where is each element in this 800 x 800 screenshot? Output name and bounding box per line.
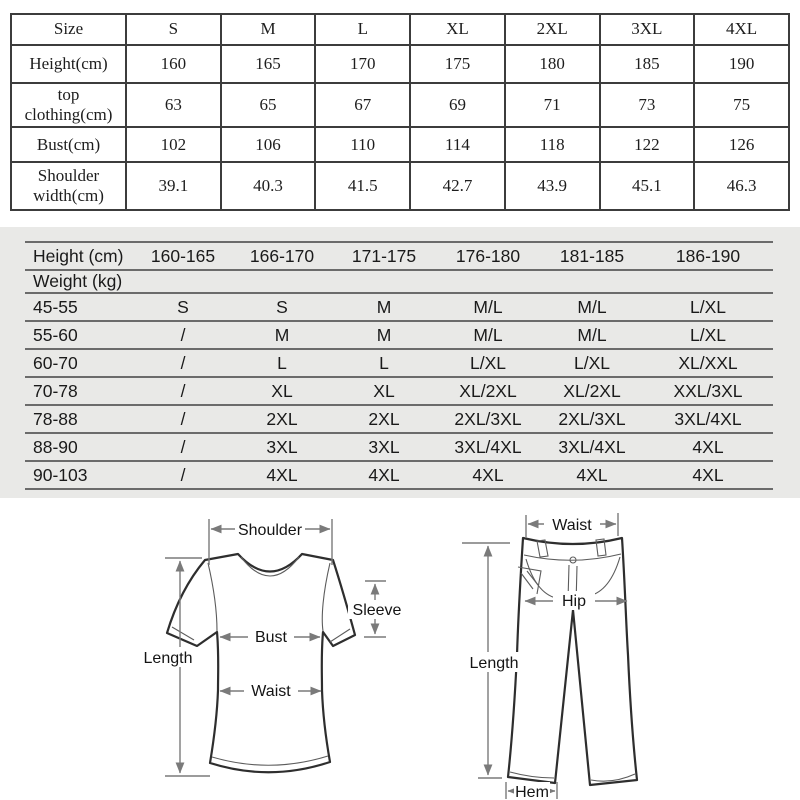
weight-range: 45-55 xyxy=(25,293,135,321)
cell: 2XL/3XL xyxy=(435,405,541,433)
cell: 3XL/4XL xyxy=(435,433,541,461)
hem-label: Hem xyxy=(515,784,549,800)
cell xyxy=(643,270,773,293)
cell: 122 xyxy=(600,127,695,162)
sleeve-label: Sleeve xyxy=(352,602,402,619)
height-weight-fit-table xyxy=(25,241,773,490)
top-clothing-row xyxy=(11,83,789,127)
weight-range: 70-78 xyxy=(25,377,135,405)
cell: 67 xyxy=(315,83,410,127)
bust-label: Bust xyxy=(254,629,288,646)
cell: 2XL xyxy=(231,405,333,433)
weight-range: 88-90 xyxy=(25,433,135,461)
cell: XL xyxy=(231,377,333,405)
cell: M xyxy=(231,321,333,349)
cell: L xyxy=(315,14,410,45)
cell: 185 xyxy=(600,45,695,83)
cell: 75 xyxy=(694,83,789,127)
cell: 126 xyxy=(694,127,789,162)
cell xyxy=(135,270,231,293)
cell: / xyxy=(135,321,231,349)
size-row xyxy=(11,14,789,45)
cell: 190 xyxy=(694,45,789,83)
cell: 175 xyxy=(410,45,505,83)
cell: 4XL xyxy=(541,461,643,489)
cell xyxy=(541,270,643,293)
length-label: Length xyxy=(469,655,519,672)
cell: 106 xyxy=(221,127,316,162)
cell: 110 xyxy=(315,127,410,162)
cell: 42.7 xyxy=(410,162,505,210)
row-label: Shoulder width(cm) xyxy=(11,162,126,210)
weight-range: 90-103 xyxy=(25,461,135,489)
cell: 186-190 xyxy=(643,242,773,270)
cell: 63 xyxy=(126,83,221,127)
cell: 160-165 xyxy=(135,242,231,270)
cell: 40.3 xyxy=(221,162,316,210)
fit-row xyxy=(25,461,773,489)
cell xyxy=(333,270,435,293)
cell: 45.1 xyxy=(600,162,695,210)
cell: M/L xyxy=(541,321,643,349)
length-label: Length xyxy=(143,650,193,667)
cell: 65 xyxy=(221,83,316,127)
cell: 46.3 xyxy=(694,162,789,210)
cell: 4XL xyxy=(643,461,773,489)
row-label: Size xyxy=(11,14,126,45)
weight-header-row xyxy=(25,270,773,293)
cell: L xyxy=(231,349,333,377)
cell: 160 xyxy=(126,45,221,83)
cell: XL xyxy=(410,14,505,45)
cell: S xyxy=(231,293,333,321)
cell: 170 xyxy=(315,45,410,83)
cell: 3XL/4XL xyxy=(541,433,643,461)
cell: 4XL xyxy=(694,14,789,45)
cell: XXL/3XL xyxy=(643,377,773,405)
fit-row xyxy=(25,433,773,461)
cell: 176-180 xyxy=(435,242,541,270)
cell: 180 xyxy=(505,45,600,83)
cell: M/L xyxy=(435,293,541,321)
cell: / xyxy=(135,405,231,433)
cell: L xyxy=(333,349,435,377)
cell: 102 xyxy=(126,127,221,162)
cell: 39.1 xyxy=(126,162,221,210)
cell: 3XL xyxy=(600,14,695,45)
cell: 171-175 xyxy=(333,242,435,270)
height-header: Height (cm) xyxy=(25,242,135,270)
fit-row xyxy=(25,349,773,377)
cell: 4XL xyxy=(231,461,333,489)
fit-row xyxy=(25,321,773,349)
cell: 114 xyxy=(410,127,505,162)
cell: 166-170 xyxy=(231,242,333,270)
cell: 71 xyxy=(505,83,600,127)
cell: 181-185 xyxy=(541,242,643,270)
cell: 73 xyxy=(600,83,695,127)
cell: 3XL/4XL xyxy=(643,405,773,433)
fit-row xyxy=(25,377,773,405)
cell: XL/2XL xyxy=(435,377,541,405)
cell: 41.5 xyxy=(315,162,410,210)
size-chart-table xyxy=(10,13,790,211)
cell: 2XL xyxy=(505,14,600,45)
cell: L/XL xyxy=(643,293,773,321)
cell: M xyxy=(333,293,435,321)
shoulder-label: Shoulder xyxy=(237,522,303,539)
tshirt-measurement-diagram xyxy=(120,505,440,800)
row-label: top clothing(cm) xyxy=(11,83,126,127)
waist-label: Waist xyxy=(552,517,592,534)
cell: 118 xyxy=(505,127,600,162)
cell: S xyxy=(126,14,221,45)
height-row xyxy=(11,45,789,83)
shoulder-width-row xyxy=(11,162,789,210)
pants-outline xyxy=(508,538,637,785)
cell: M xyxy=(221,14,316,45)
fit-row xyxy=(25,293,773,321)
bust-row xyxy=(11,127,789,162)
cell: M/L xyxy=(435,321,541,349)
cell: 4XL xyxy=(435,461,541,489)
weight-range: 78-88 xyxy=(25,405,135,433)
cell: L/XL xyxy=(643,321,773,349)
cell: 69 xyxy=(410,83,505,127)
height-range-header-row xyxy=(25,242,773,270)
hip-label: Hip xyxy=(561,593,587,610)
row-label: Bust(cm) xyxy=(11,127,126,162)
fit-row xyxy=(25,405,773,433)
cell xyxy=(231,270,333,293)
cell: 4XL xyxy=(643,433,773,461)
waist-label: Waist xyxy=(251,683,291,700)
cell: XL/XXL xyxy=(643,349,773,377)
weight-header: Weight (kg) xyxy=(25,270,135,293)
weight-range: 55-60 xyxy=(25,321,135,349)
cell: XL/2XL xyxy=(541,377,643,405)
row-label: Height(cm) xyxy=(11,45,126,83)
cell: M xyxy=(333,321,435,349)
cell: XL xyxy=(333,377,435,405)
pants-measurement-diagram xyxy=(440,505,720,800)
cell: 3XL xyxy=(333,433,435,461)
cell: 2XL/3XL xyxy=(541,405,643,433)
cell: 4XL xyxy=(333,461,435,489)
cell: / xyxy=(135,461,231,489)
cell: L/XL xyxy=(435,349,541,377)
cell: 43.9 xyxy=(505,162,600,210)
cell: 165 xyxy=(221,45,316,83)
cell: 2XL xyxy=(333,405,435,433)
cell: / xyxy=(135,349,231,377)
cell xyxy=(435,270,541,293)
cell: / xyxy=(135,377,231,405)
cell: / xyxy=(135,433,231,461)
cell: S xyxy=(135,293,231,321)
cell: L/XL xyxy=(541,349,643,377)
cell: 3XL xyxy=(231,433,333,461)
cell: M/L xyxy=(541,293,643,321)
weight-range: 60-70 xyxy=(25,349,135,377)
